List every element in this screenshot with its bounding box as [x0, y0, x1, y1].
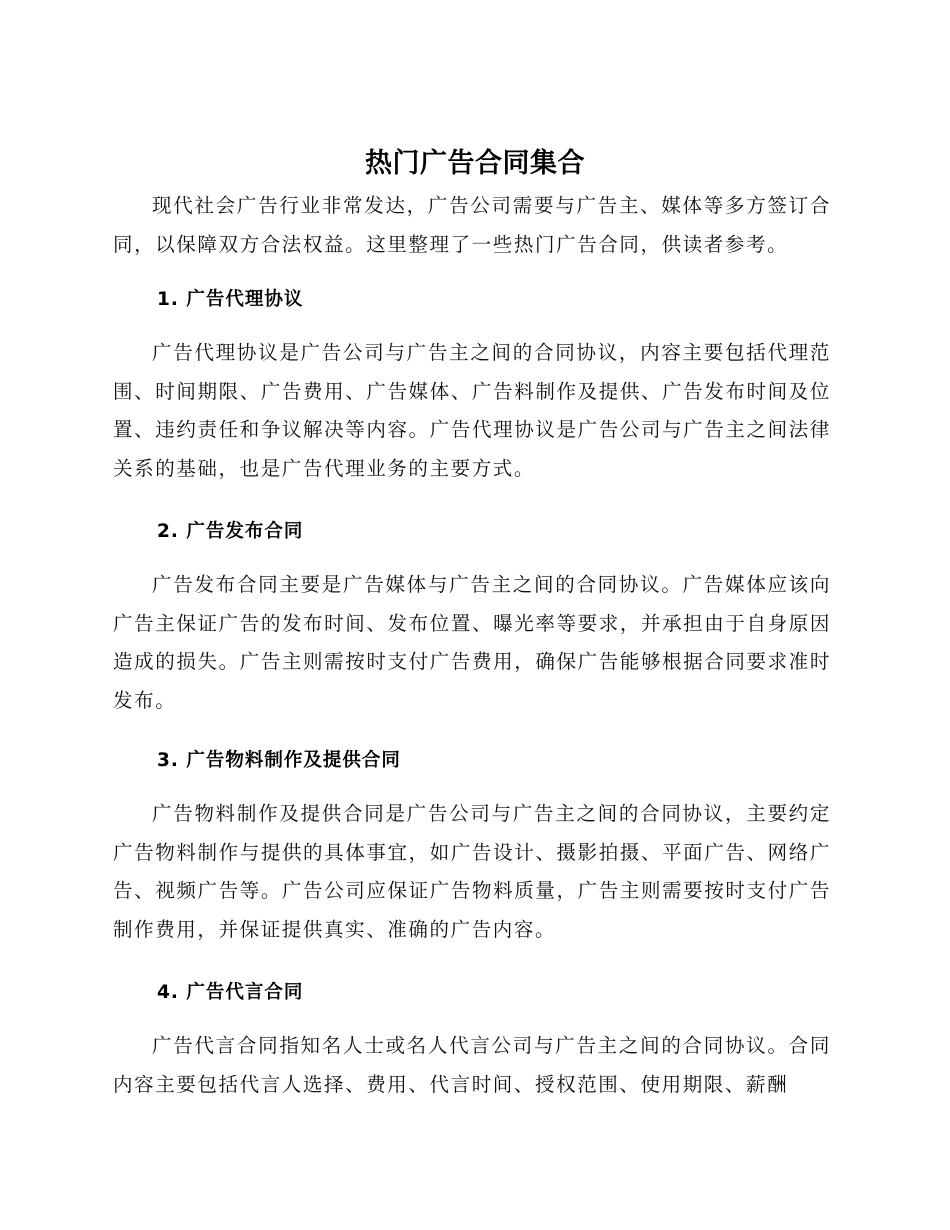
section-heading-2: 2. 广告发布合同 — [157, 521, 304, 542]
section-body-2: 广告发布合同主要是广告媒体与广告主之间的合同协议。广告媒体应该向广告主保证广告的发布时间、发布位置、曝光率等要求，并承担由于自身原因造成的损失。广告主则需按时支付广告费用，确保广告能够根据合同要求准时发布。 — [113, 573, 831, 712]
section-body-3: 广告物料制作及提供合同是广告公司与广告主之间的合同协议，主要约定广告物料制作与提供的具体事宜，如广告设计、摄影拍摄、平面广告、网络广告、视频广告等。广告公司应保证广告物料质量，广告主则需要按时支付广告制作费用，并保证提供真实、准确的广告内容。 — [113, 802, 831, 941]
intro-paragraph: 现代社会广告行业非常发达，广告公司需要与广告主、媒体等多方签订合同，以保障双方合法权益。这里整理了一些热门广告合同，供读者参考。 — [113, 194, 831, 256]
section-body-1: 广告代理协议是广告公司与广告主之间的合同协议，内容主要包括代理范围、时间期限、广告费用、广告媒体、广告料制作及提供、广告发布时间及位置、违约责任和争议解决等内容。广告代理协议是广告公司与广告主之间法律关系的基础，也是广告代理业务的主要方式。 — [113, 341, 831, 480]
document-title: 热门广告合同集合 — [365, 148, 585, 179]
section-heading-3: 3. 广告物料制作及提供合同 — [157, 750, 401, 771]
section-body-4: 广告代言合同指知名人士或名人代言公司与广告主之间的合同协议。合同内容主要包括代言人选择、费用、代言时间、授权范围、使用期限、薪酬 — [113, 1034, 831, 1096]
section-heading-1: 1. 广告代理协议 — [157, 289, 304, 310]
section-heading-4: 4. 广告代言合同 — [157, 982, 304, 1003]
